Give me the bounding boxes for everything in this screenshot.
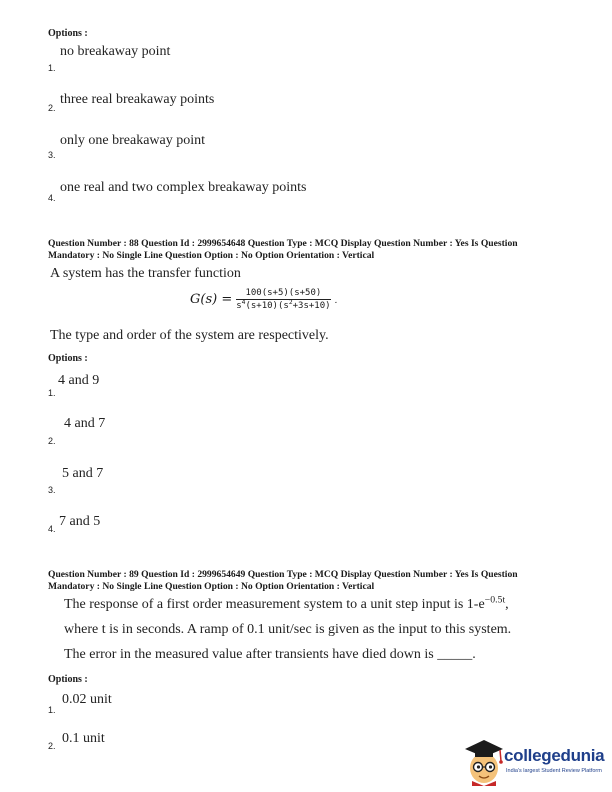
question-header-line: Mandatory : No Single Line Question Option : No Option Orientation : Vertical (48, 581, 375, 592)
options-label: Options : (48, 674, 88, 685)
tf-numerator: 100(s+5)(s+50) (236, 288, 330, 300)
logo-name: collegedunia (504, 746, 605, 765)
question-text: The type and order of the system are respectively. (50, 328, 329, 343)
option-text: no breakaway point (60, 44, 171, 59)
option-text: 5 and 7 (62, 466, 104, 481)
option-number: 1. (48, 388, 56, 398)
option-number: 1. (48, 63, 56, 73)
option-text: 0.02 unit (62, 692, 112, 707)
options-label: Options : (48, 28, 88, 39)
option-number: 4. (48, 524, 56, 534)
options-label: Options : (48, 353, 88, 364)
tf-lhs: G(s) = (190, 292, 233, 308)
question-header-line: Question Number : 89 Question Id : 2999654649 Question Type : MCQ Display Question Number : Yes Is Question (48, 569, 518, 580)
option-text: 0.1 unit (62, 731, 105, 746)
option-text: 4 and 9 (58, 373, 100, 388)
question-text: The error in the measured value after transients have died down is _____. (64, 647, 476, 662)
question-header-line: Question Number : 88 Question Id : 2999654648 Question Type : MCQ Display Question Number : Yes Is Question (48, 238, 518, 249)
tf-fraction (236, 288, 330, 311)
option-number: 2. (48, 741, 56, 751)
question-text: where t is in seconds. A ramp of 0.1 unit/sec is given as the input to this system. (64, 622, 512, 637)
transfer-function (190, 288, 337, 311)
option-number: 2. (48, 103, 56, 113)
option-text: 4 and 7 (64, 416, 106, 431)
question-header (48, 238, 578, 262)
collegedunia-logo (462, 736, 610, 786)
question-header-line: Mandatory : No Single Line Question Option : No Option Orientation : Vertical (48, 250, 375, 261)
tf-denominator: $s^4(s+10)(s^2+3s+10)$ (236, 299, 331, 311)
option-text: only one breakaway point (60, 133, 206, 148)
option-text: one real and two complex breakaway points (60, 180, 307, 195)
option-number: 2. (48, 436, 56, 446)
option-number: 4. (48, 193, 56, 203)
option-text: 7 and 5 (59, 514, 101, 529)
logo-tagline: India's largest Student Review Platform (506, 768, 602, 774)
question-header (48, 569, 578, 593)
option-text: three real breakaway points (60, 92, 215, 107)
option-number: 3. (48, 485, 56, 495)
graduate-mascot-icon (462, 736, 506, 786)
option-number: 3. (48, 150, 56, 160)
question-text: A system has the transfer function (50, 266, 241, 281)
tf-period: . (334, 296, 338, 307)
question-text: The response of a first order measurement system to a unit step input is $1-e^{-0.5t}$, (64, 594, 509, 612)
option-number: 1. (48, 705, 56, 715)
